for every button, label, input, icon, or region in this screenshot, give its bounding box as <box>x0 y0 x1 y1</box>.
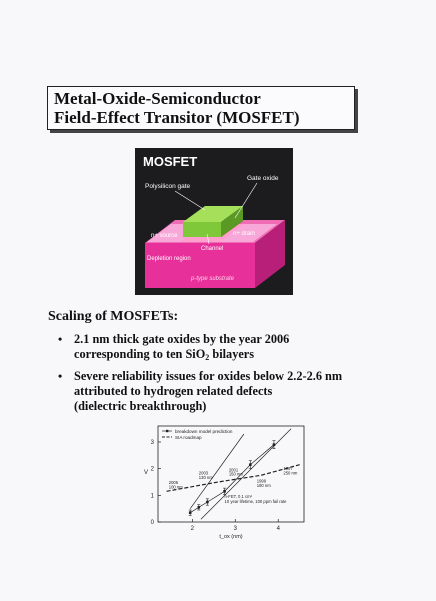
annotation-4: 2001 <box>228 467 239 473</box>
x-tick-label-2: 4 <box>276 526 280 532</box>
x-tick-label-1: 3 <box>233 526 237 532</box>
legend-label-1: SIA roadmap <box>175 435 202 440</box>
data-point-0-0 <box>189 511 192 514</box>
title-line-1: Metal-Oxide-Semiconductor <box>54 89 261 108</box>
y-tick-label-3: 3 <box>150 440 154 446</box>
data-point-0-2 <box>206 501 209 504</box>
bullet-1-text <box>74 332 364 362</box>
y-tick-label-2: 2 <box>150 466 154 473</box>
y-axis-label: V <box>143 470 149 476</box>
gate-label: Polysilicon gate <box>145 183 191 190</box>
mosfet-heading: MOSFET <box>143 154 198 169</box>
x-tick-label-0: 2 <box>190 526 195 532</box>
bullet-1-line-2 <box>74 347 364 362</box>
oxide-label: Gate oxide <box>247 175 279 182</box>
channel-label: Channel <box>201 246 224 252</box>
gate-front <box>183 222 221 237</box>
title-box <box>47 86 355 130</box>
annotation-3: 130 nm <box>198 474 213 480</box>
annotation-0: 2006 <box>168 480 179 486</box>
y-tick-label-1: 1 <box>150 493 154 500</box>
section-heading: Scaling of MOSFETs: <box>48 309 179 324</box>
source-label: n+ source <box>151 233 178 239</box>
bullet-2-line-3: (dielectric breakthrough) <box>74 399 207 413</box>
data-point-0-3 <box>223 490 226 493</box>
x-axis-label: t_ox (nm) <box>219 534 243 540</box>
drain-label: n+ drain <box>233 231 255 237</box>
breakdown-chart <box>138 420 310 543</box>
substrate-label: p-type substrate <box>191 276 235 282</box>
legend-label-0: breakdown model prediction <box>175 429 233 434</box>
series-line-2 <box>198 429 291 520</box>
annotation-5: 150 nm <box>228 471 243 477</box>
data-point-0-1 <box>197 506 200 509</box>
bullet-2-text <box>74 369 364 414</box>
title-line-2: Field-Effect Transitor (MOSFET) <box>54 108 300 127</box>
annotation-2: 2003 <box>198 470 209 476</box>
annotation-7: 180 nm <box>256 482 271 488</box>
bullet-dot-2: • <box>58 369 63 383</box>
annotation-9: 250 nm <box>283 470 298 476</box>
annotation-10: n-FET, 0.1 cm² <box>224 494 253 499</box>
bullet-dot-1: • <box>58 332 63 346</box>
annotation-6: 1999 <box>256 478 267 484</box>
bullet-2-line-1: Severe reliability issues for oxides below 2.2-2.6 nm <box>74 369 343 383</box>
y-tick-label-0: 0 <box>150 520 154 526</box>
bullet-1-line-2-post: bilayers <box>209 347 255 361</box>
depletion-label: Depletion region <box>147 256 191 262</box>
legend-marker-0 <box>166 430 168 432</box>
annotation-8: 1997 <box>283 466 293 471</box>
bullet-1-line-2-pre: corresponding to ten SiO <box>74 347 206 361</box>
bullet-1-line-1: 2.1 nm thick gate oxides by the year 2006 <box>74 332 290 346</box>
annotation-11: 10 year lifetime, 100 ppm fail rate <box>224 498 287 504</box>
mosfet-diagram <box>135 148 293 295</box>
bullet-1-subscript: 2 <box>205 353 210 362</box>
bullet-2-line-2: attributed to hydrogen related defects <box>74 384 273 398</box>
data-point-0-4 <box>249 463 252 466</box>
annotation-1: 100 nm <box>168 484 183 490</box>
